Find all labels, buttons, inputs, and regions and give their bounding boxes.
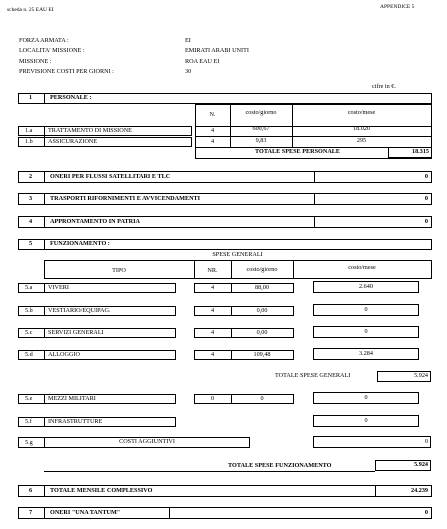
scheda-label: scheda n. 25 EAU EI <box>7 7 54 13</box>
mezzi-mese: 0 <box>364 394 368 401</box>
info-label-missione: MISSIONE : <box>19 58 52 65</box>
row-desc: TRATTAMENTO DI MISSIONE <box>48 127 132 134</box>
section-6-title: TOTALE MENSILE COMPLESSIVO <box>50 487 153 494</box>
row-giorno: 600,67 <box>252 125 270 132</box>
cifre-note: cifre in €. <box>372 83 396 90</box>
line <box>44 485 45 497</box>
funzionamento-title: FUNZIONAMENTO : <box>50 240 110 247</box>
personale-col-costo-giorno: costo/giorno <box>245 109 277 116</box>
personale-col-costo-mese: costo/mese <box>347 109 376 116</box>
section-3-title: TRASPORTI RIFORNIMENTI E AVVICENDAMENTI <box>50 195 201 202</box>
personale-total-value: 18.315 <box>411 148 429 155</box>
personale-num: 1 <box>29 94 33 101</box>
personale-col-n: N. <box>209 111 216 118</box>
row-mese: 18.020 <box>352 125 370 132</box>
section-6-value: 24.239 <box>410 487 428 494</box>
row-nr: 4 <box>210 329 215 336</box>
line <box>44 394 45 404</box>
line <box>44 471 375 472</box>
row-mese: 295 <box>356 137 367 144</box>
line <box>314 193 315 205</box>
row-n: 4 <box>210 127 215 134</box>
personale-title: PERSONALE : <box>50 94 92 101</box>
row-desc: VESTIARIO/EQUIPAG. <box>48 307 111 314</box>
line <box>44 278 432 279</box>
row-nr: 4 <box>210 351 215 358</box>
col-costo-mese: costo/mese <box>348 264 376 271</box>
line <box>44 350 45 360</box>
info-label-forza: FORZA ARMATA : <box>19 37 69 44</box>
line <box>44 239 45 250</box>
info-label-localita: LOCALITA' MISSIONE : <box>19 47 85 54</box>
spese-generali-label: SPESE GENERALI <box>212 251 263 258</box>
funzionamento-num: 5 <box>29 240 33 247</box>
section-4-value: 0 <box>424 218 428 225</box>
section-2-value: 0 <box>424 173 428 180</box>
total-sg-label: TOTALE SPESE GENERALI <box>275 372 351 379</box>
section-3-num: 3 <box>29 195 33 202</box>
row-mese: 0 <box>364 306 368 313</box>
row-desc: ALLOGGIO <box>48 351 80 358</box>
row-code: 5.a <box>25 284 33 291</box>
row-desc: INFRASTRUTTURE <box>48 418 103 425</box>
line <box>44 171 45 183</box>
line <box>44 328 45 338</box>
line <box>44 283 45 293</box>
row-code: 1.a <box>25 127 33 134</box>
info-label-giorni: PREVISIONE COSTI PER GIORNI : <box>19 68 114 75</box>
info-value-giorni: 30 <box>185 68 192 75</box>
row-mese: 2.640 <box>359 283 373 290</box>
row-code: 5.b <box>25 307 33 314</box>
line <box>314 216 315 228</box>
row-giorno: 88,00 <box>255 284 269 291</box>
info-value-localita: EMIRATI ARABI UNITI <box>185 47 249 54</box>
info-value-forza: EI <box>185 37 191 44</box>
table-row <box>18 394 176 404</box>
line <box>44 260 432 261</box>
mezzi-giorno: 0 <box>260 395 264 402</box>
row-desc: COSTI AGGIUNTIVI <box>119 438 175 445</box>
row-desc: SERVIZI GENERALI <box>48 329 104 336</box>
row-mese: 3.284 <box>359 350 373 357</box>
row-n: 4 <box>210 138 215 145</box>
divider <box>44 93 45 104</box>
row-code: 5.e <box>25 395 33 402</box>
line <box>169 507 170 519</box>
row-giorno: 0,00 <box>256 307 268 314</box>
total-funz-value: 5.924 <box>414 461 428 468</box>
col-nr: NR. <box>207 267 218 274</box>
line <box>44 193 45 205</box>
total-funz-label: TOTALE SPESE FUNZIONAMENTO <box>228 462 332 469</box>
section-7-title: ONERI "UNA TANTUM" <box>50 509 121 516</box>
section-4-num: 4 <box>29 218 33 225</box>
mezzi-nr: 0 <box>210 395 215 402</box>
line <box>44 306 45 316</box>
row-nr: 4 <box>210 307 215 314</box>
row-giorno: 0,00 <box>256 329 268 336</box>
section-2-title: ONERI PER FLUSSI SATELLITARI E TLC <box>50 173 171 180</box>
table-row <box>18 137 192 147</box>
personale-total-label: TOTALE SPESE PERSONALE <box>255 148 341 155</box>
line <box>431 260 432 278</box>
section-7-value: 0 <box>424 509 428 516</box>
section-3-value: 0 <box>424 195 428 202</box>
infra-value: 0 <box>364 417 368 424</box>
col-tipo: TIPO <box>112 267 126 274</box>
line <box>195 136 432 137</box>
row-mese: 0 <box>364 328 368 335</box>
appendice-label: APPENDICE 5 <box>380 4 415 10</box>
row-code: 5.c <box>25 329 33 336</box>
row-desc: VIVERI <box>48 284 69 291</box>
row-code: 5.g <box>25 439 33 446</box>
row-nr: 4 <box>210 284 215 291</box>
costi-value: 0 <box>424 438 428 445</box>
table-row <box>18 283 176 293</box>
total-sg-value: 5.924 <box>414 372 428 379</box>
section-6-num: 6 <box>29 487 33 494</box>
row-desc: ASSICURAZIONE <box>48 138 98 145</box>
row-giorno: 109,48 <box>253 351 271 358</box>
section-2-num: 2 <box>29 173 33 180</box>
row-giorno: 9,83 <box>255 137 267 144</box>
line <box>195 158 432 159</box>
row-code: 5.f <box>25 418 32 425</box>
section-7-num: 7 <box>29 509 33 516</box>
line <box>44 216 45 228</box>
col-costo-giorno: costo/giorno <box>246 266 278 273</box>
row-code: 5.d <box>25 351 33 358</box>
line <box>44 507 45 519</box>
table-row <box>18 350 176 360</box>
row-desc: MEZZI MILITARI <box>48 395 96 402</box>
line <box>314 171 315 183</box>
line <box>44 417 45 427</box>
row-code: 1.b <box>25 138 33 145</box>
section-4-title: APPRONTAMENTO IN PATRIA <box>50 218 140 225</box>
info-value-missione: ROA EAU EI <box>185 58 220 65</box>
